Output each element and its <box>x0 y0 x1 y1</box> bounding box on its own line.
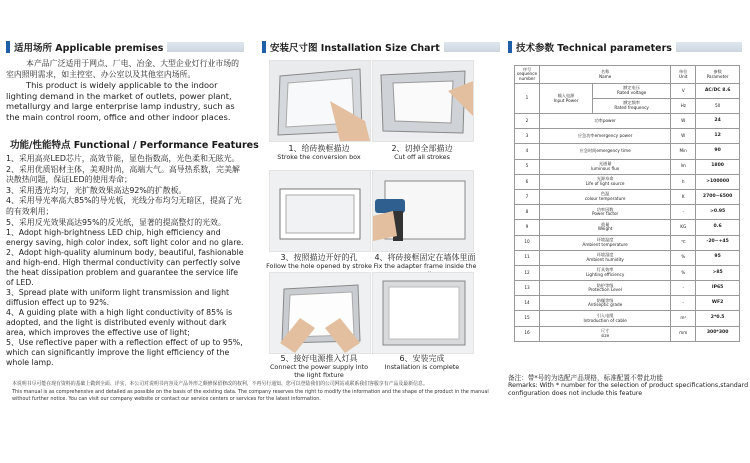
step-1-caption: 1、给砖换框描边 Stroke the conversion box <box>277 144 361 161</box>
premises-en: This product is widely applicable to the indoor lighting demand in the market of outlets, power plant, metallurgy and large enterprise lamp industry, such as the main control room, office and other indoor places. <box>6 80 238 122</box>
table-row: 5 光通量 luminous flux lm 1800 <box>515 159 740 174</box>
col-param: 参数 Parameter <box>696 66 740 84</box>
remark-en-1: Remarks: With * number for the selection of product specifications,standard <box>508 382 749 389</box>
table-row: 12 灯具效率 Lighting efficiency % >85 <box>515 265 740 280</box>
table-row: 10 环境温度 Ambient temperature ℃ -20~+45 <box>515 235 740 250</box>
remark-zh: 备注：带*号的为选配产品规格，标准配置不带此功能 <box>508 374 663 382</box>
premises-zh: 本产品广泛适用于网点、厂电、冶金、大型企业灯行业市场的室内照明需求，如主控室、办公室以及其他室内场所。 <box>6 59 240 79</box>
premises-text <box>6 59 244 122</box>
footer-zh: 本说明书尽可能在现有资料的基础上做到全面、详实，本公司对说明书内容及产品外形之颇修保留修改的权利，不再另行通知。您可以登陆我们的公司网站或联系我们客服享有产品及最新信息。 <box>12 381 428 387</box>
feature-en-2: 2、Adopt high-quality aluminum body, beautiful, fashionable and high-end. High thermal conductivity can perfectly solve the heat dissipation problem and guarantee the service life of LED. <box>6 248 247 288</box>
feature-zh-4: 4、采用导光率高大85%的导光板，光线分布均匀无暗区，提高了光的有效利用； <box>6 196 242 216</box>
table-row: 4 应急时间emergency time Min 90 <box>515 144 740 159</box>
feature-zh-1: 1、采用高亮LED芯片，高效节能，显色指数高，光色柔和无眩光。 <box>6 154 240 163</box>
feature-zh-2: 2、采用优质铝材主体，美观时尚，高端大气。高导热系数，完美解决散热问题，保证LED的使用寿命； <box>6 164 240 185</box>
step-2-image <box>372 60 474 142</box>
table-row: 13 防护等级 Protection Level - IP65 <box>515 281 740 296</box>
features-header: 功能/性能特点 Functional / Performance Features <box>10 140 259 151</box>
installation-header: 安装尺寸图 Installation Size Chart <box>262 40 500 54</box>
feature-en-4: 4、A guiding plate with a high light conductivity of 85% is adopted, and the light is distributed evenly without dark area, which improves the effective use of light; <box>6 308 235 338</box>
table-row: 15 引入电缆 Introduction of cable m² 2*0.5 <box>515 311 740 326</box>
step-2-caption: 2、切掉全部描边 Cut off all strokes <box>391 144 453 161</box>
feature-en-1: 1、Adopt high-brightness LED chip, high efficiency and energy saving, high color index, soft light color and no glare. <box>6 228 244 248</box>
table-row: 2 功率power W 24 <box>515 114 740 129</box>
step-1-image <box>269 60 371 142</box>
table-row: 11 环境湿度 Ambient humidity % 95 <box>515 250 740 265</box>
table-row: 7 色温 colour temperature K 2700~6500 <box>515 189 740 204</box>
table-row: 8 功率因数 Power factor - >0.95 <box>515 205 740 220</box>
step-3-image <box>269 170 371 252</box>
step-5-image <box>269 272 371 354</box>
col-seq: 序号 sequence number <box>515 66 540 84</box>
footer-en: This manual is as comprehensive and detailed as possible on the basis of the existing data. The company reserves the right to modify the information and the shape of the product in the manual without further notice. You can visit our company website or contact our service centers or services for the latest information. <box>12 389 489 402</box>
step-5-caption: 5、接好电源推入灯具 Connect the power supply into the light fixture <box>269 354 371 379</box>
features-list <box>6 154 246 368</box>
col-unit: 单位 Unit <box>671 66 696 84</box>
table-row: 1 输入电源 Input Power 额定电压 Rated voltage V AC/DC 8.6 <box>515 84 740 99</box>
step-4-image <box>372 170 474 252</box>
spec-table <box>514 65 740 342</box>
col-name: 名称 Name <box>540 66 671 84</box>
table-row: 3 应急功率emergency power W 12 <box>515 129 740 144</box>
step-6-image <box>372 272 474 354</box>
table-row: 6 光源寿命 Life of light source h >100000 <box>515 174 740 189</box>
remark-en-2: configuration does not include this feature <box>508 390 643 397</box>
step-3-caption: 3、按照描边开好的孔 Follow the hole opened by stroke <box>266 253 372 270</box>
table-row: 9 重量 Weight KG 0.6 <box>515 220 740 235</box>
table-row: 16 尺寸 size mm 300*300 <box>515 326 740 341</box>
tech-params-header: 技术参数 Technical parameters <box>508 40 742 54</box>
feature-zh-3: 3、采用透光均匀，光扩散效果高达92%的扩散板。 <box>6 185 187 195</box>
table-row: 额定频率 Rated frequency Hz 50 <box>515 99 740 114</box>
feature-en-3: 3、Spread plate with uniform light transmission and light diffusion effect up to 92%. <box>6 288 232 308</box>
table-row: 14 防爆等级 Antiseptic grade - WF2 <box>515 296 740 311</box>
premises-header: 适用场所 Applicable premises <box>6 40 244 54</box>
step-4-caption: 4、将砖接框固定在墙体里面 Fix the adapter frame inside the <box>373 253 477 270</box>
step-6-caption: 6、安装完成 Installation is complete <box>384 354 460 371</box>
feature-en-5: 5、Use reflective paper with a reflection effect of up to 95%, which can significantly improve the light efficiency of the whole lamp. <box>6 338 246 368</box>
spec-table-header <box>515 66 740 84</box>
feature-zh-5: 5、采用反光效果高达95%的反光纸，显著的提高整灯的光效。 <box>6 217 226 227</box>
